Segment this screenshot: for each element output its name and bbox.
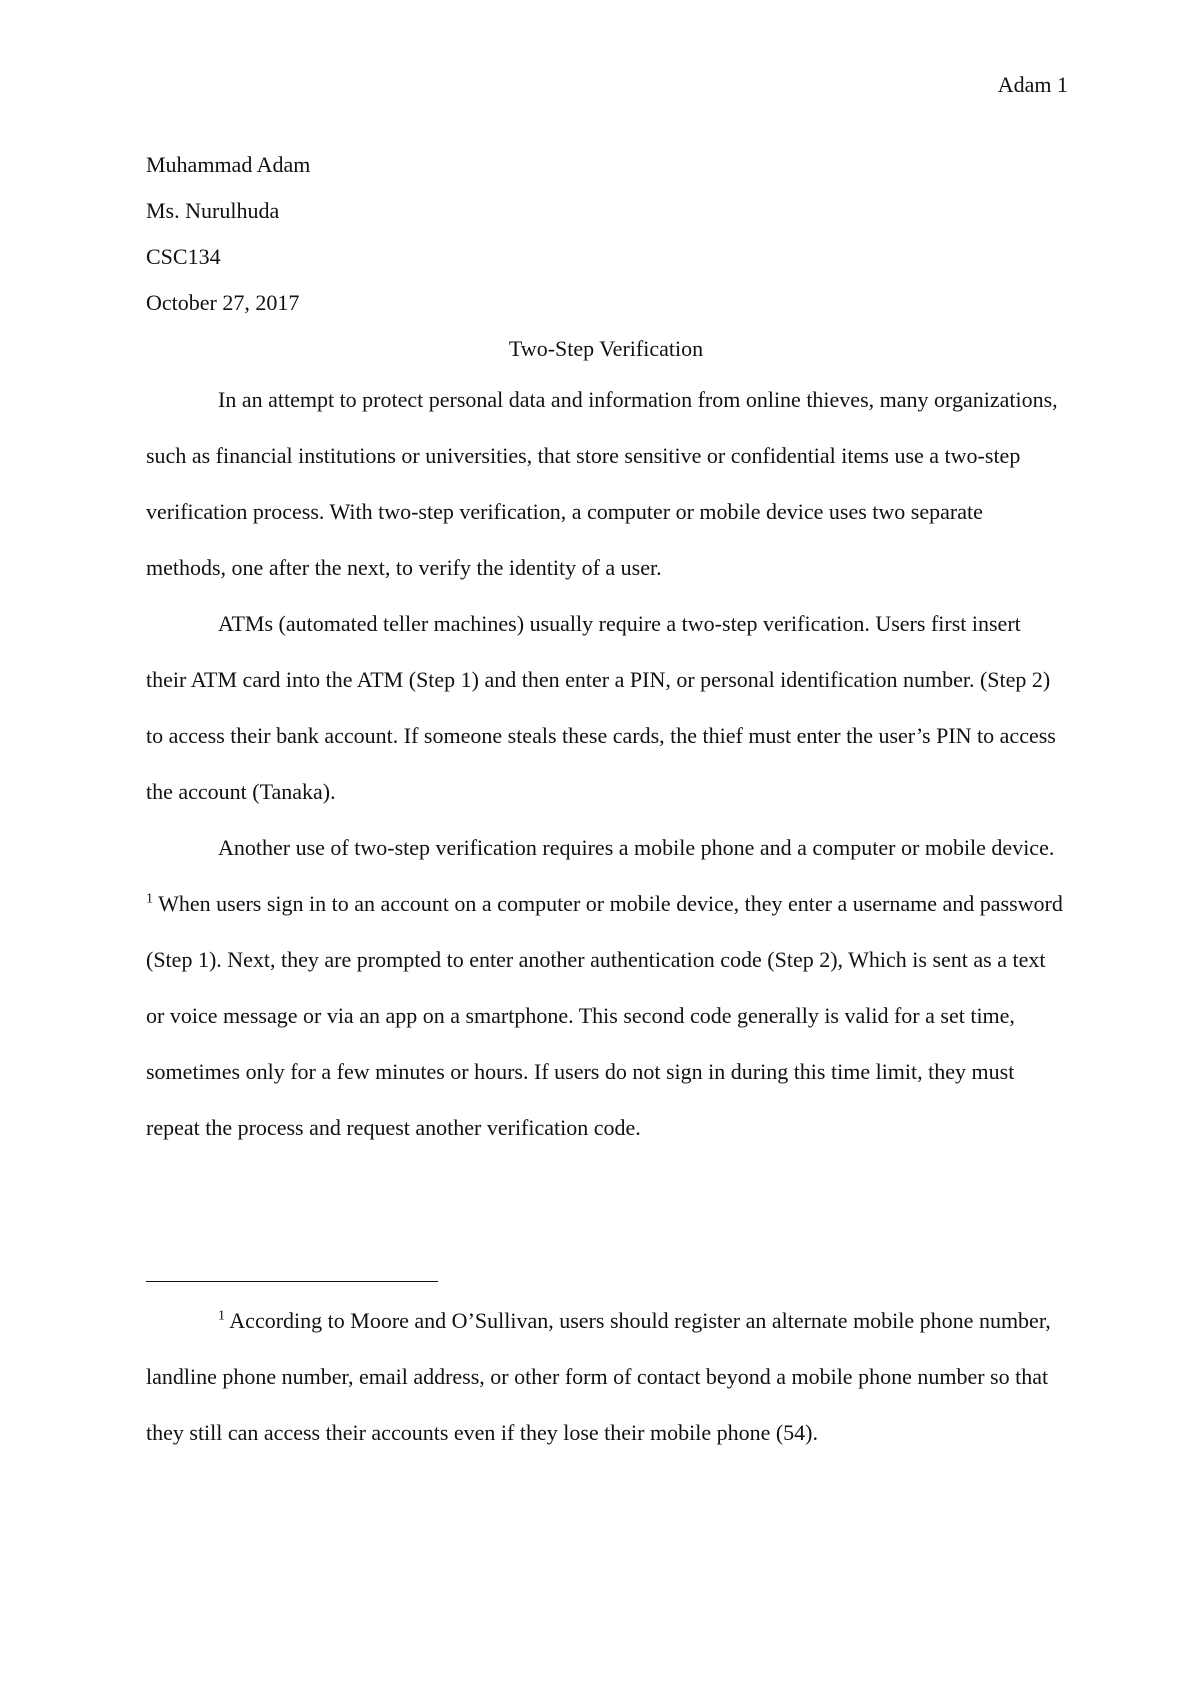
running-head: Adam 1 (997, 72, 1068, 97)
document-body (146, 142, 1066, 1156)
student-name: Muhammad Adam (146, 152, 311, 177)
course-code: CSC134 (146, 244, 221, 269)
footnote-text: According to Moore and O’Sullivan, users should register an alternate mobile phone number, landline phone number, email address, or other form of contact beyond a mobile phone number so that they still can access their accounts even if they lose their mobile phone (54). (146, 1308, 1051, 1445)
footnote-separator (146, 1281, 438, 1282)
paragraph-3-rest: When users sign in to an account on a computer or mobile device, they enter a username and password (Step 1). Next, they are prompted to enter another authentication code (Step 2), Which is sent as a text or voice message or via an app on a smartphone. This second code generally is valid for a set time, sometimes only for a few minutes or hours. If users do not sign in during this time limit, they must repeat the process and request another verification code. (146, 891, 1063, 1140)
paragraph-1: In an attempt to protect personal data and information from online thieves, many organizations, such as financial institutions or universities, that store sensitive or confidential items use a two-step verification process. With two-step verification, a computer or mobile device uses two separate methods, one after the next, to verify the identity of a user. (146, 387, 1058, 580)
paper-title: Two-Step Verification (508, 336, 704, 361)
paragraph-2: ATMs (automated teller machines) usually require a two-step verification. Users first insert their ATM card into the ATM (Step 1) and then enter a PIN, or personal identification number. (Step 2) to access their bank account. If someone steals these cards, the thief must enter the user’s PIN to access the account (Tanaka). (146, 611, 1056, 804)
footnote-marker: 1 (218, 1308, 225, 1324)
footnote-reference: 1 (146, 891, 153, 907)
instructor-name: Ms. Nurulhuda (146, 198, 280, 223)
paragraph-3 (146, 820, 1066, 1156)
date-line: October 27, 2017 (146, 290, 300, 315)
footnote (146, 1293, 1066, 1461)
paragraph-3-lead: Another use of two-step verification requires a mobile phone and a computer or mobile device. (218, 835, 1055, 860)
